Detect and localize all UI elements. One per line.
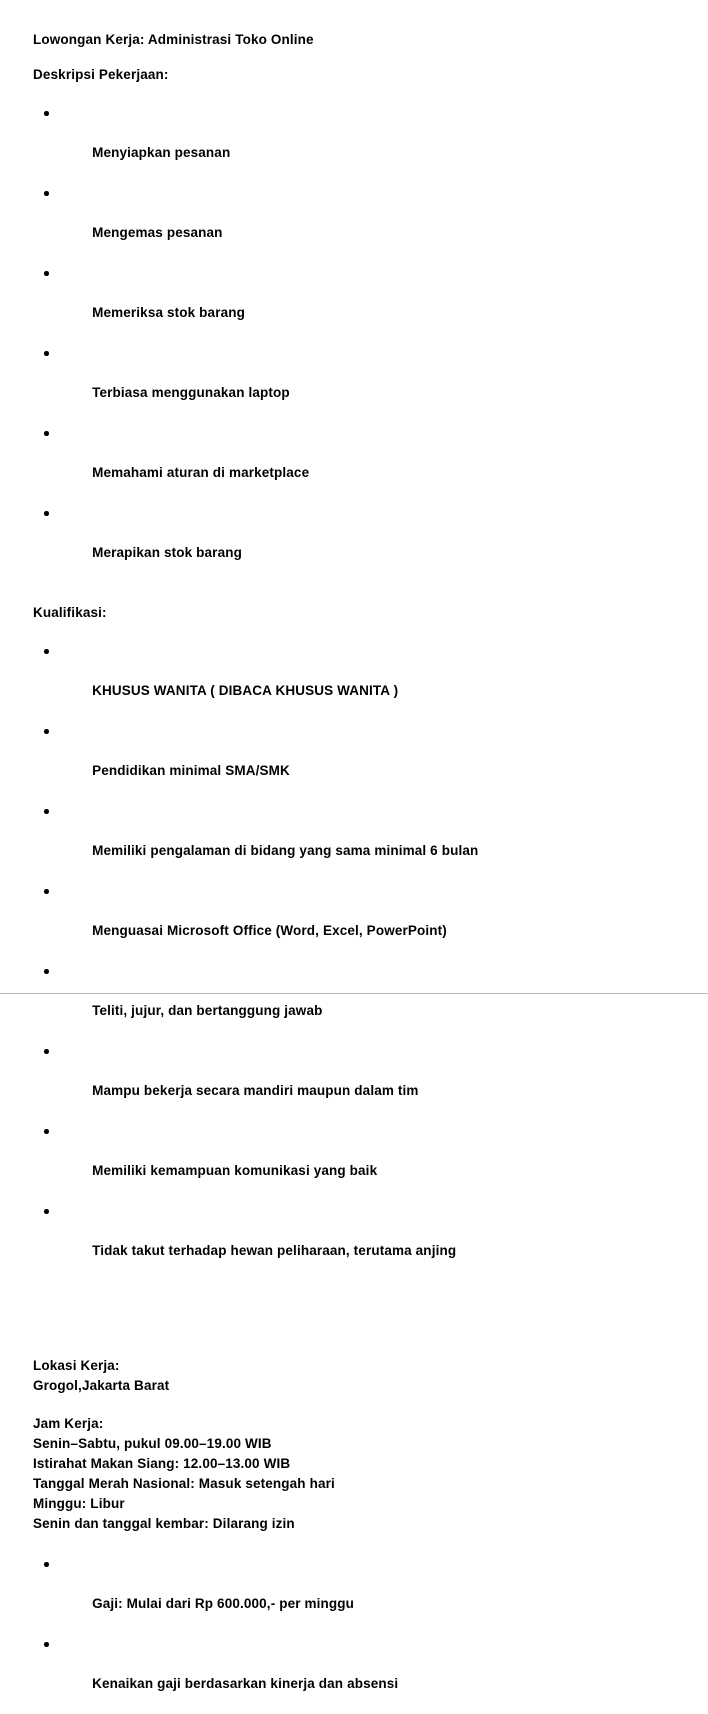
spacer [33,1281,673,1356]
working-hours-line: Senin dan tanggal kembar: Dilarang izin [33,1516,295,1531]
qualifications-list [33,641,673,1281]
list-item-label: Teliti, jujur, dan bertanggung jawab [92,1003,323,1018]
location-value: Grogol,Jakarta Barat [33,1378,170,1393]
bullet-icon [44,431,49,436]
list-item-label: KHUSUS WANITA ( DIBACA KHUSUS WANITA ) [92,683,399,698]
bullet-icon [44,809,49,814]
bullet-icon [44,1049,49,1054]
spacer [33,85,673,103]
working-hours-line: Minggu: Libur [33,1496,125,1511]
job-description-heading: Deskripsi Pekerjaan: [33,67,169,82]
bullet-icon [44,191,49,196]
list-item [33,721,673,801]
bullet-icon [44,111,49,116]
bullet-icon [44,729,49,734]
working-hours-line: Tanggal Merah Nasional: Masuk setengah hari [33,1476,335,1491]
job-description-list [33,103,673,583]
bullet-icon [44,649,49,654]
list-item-label: Merapikan stok barang [92,545,242,560]
list-item [33,1121,673,1201]
list-item-label: Mampu bekerja secara mandiri maupun dalam tim [92,1083,419,1098]
bullet-icon [44,1562,49,1567]
list-item-label: Pendidikan minimal SMA/SMK [92,763,290,778]
bullet-icon [44,1209,49,1214]
bullet-icon [44,969,49,974]
document-content [33,30,673,1714]
list-item-label: Tidak takut terhadap hewan peliharaan, terutama anjing [92,1243,457,1258]
list-item-label: Memeriksa stok barang [92,305,245,320]
list-item [33,1041,673,1121]
page-bottom-divider [0,993,708,994]
spacer [33,1396,673,1414]
list-item-label: Menguasai Microsoft Office (Word, Excel, PowerPoint) [92,923,447,938]
list-item [33,1634,673,1714]
spacer [33,583,673,603]
working-hours-line: Senin–Sabtu, pukul 09.00–19.00 WIB [33,1436,272,1451]
document-title: Lowongan Kerja: Administrasi Toko Online [33,32,314,47]
spacer [33,623,673,641]
list-item-label: Memiliki kemampuan komunikasi yang baik [92,1163,378,1178]
list-item [33,801,673,881]
list-item [33,1554,673,1634]
list-item [33,343,673,423]
bullet-icon [44,1129,49,1134]
list-item [33,263,673,343]
location-heading: Lokasi Kerja: [33,1358,120,1373]
bullet-icon [44,351,49,356]
list-item-label: Gaji: Mulai dari Rp 600.000,- per minggu [92,1596,355,1611]
spacer [33,1534,673,1554]
qualifications-heading: Kualifikasi: [33,605,107,620]
working-hours-line: Istirahat Makan Siang: 12.00–13.00 WIB [33,1456,291,1471]
list-item [33,183,673,263]
list-item-label: Menyiapkan pesanan [92,145,231,160]
working-hours-heading: Jam Kerja: [33,1416,104,1431]
bullet-icon [44,1642,49,1647]
list-item-label: Terbiasa menggunakan laptop [92,385,290,400]
list-item [33,423,673,503]
list-item-label: Kenaikan gaji berdasarkan kinerja dan absensi [92,1676,399,1691]
list-item [33,103,673,183]
list-item-label: Memahami aturan di marketplace [92,465,310,480]
bullet-icon [44,271,49,276]
spacer [33,50,673,65]
list-item [33,1201,673,1281]
list-item [33,961,673,1041]
list-item-label: Mengemas pesanan [92,225,223,240]
bullet-icon [44,511,49,516]
list-item [33,503,673,583]
salary-list [33,1554,673,1714]
list-item [33,641,673,721]
list-item [33,881,673,961]
list-item-label: Memiliki pengalaman di bidang yang sama minimal 6 bulan [92,843,479,858]
bullet-icon [44,889,49,894]
